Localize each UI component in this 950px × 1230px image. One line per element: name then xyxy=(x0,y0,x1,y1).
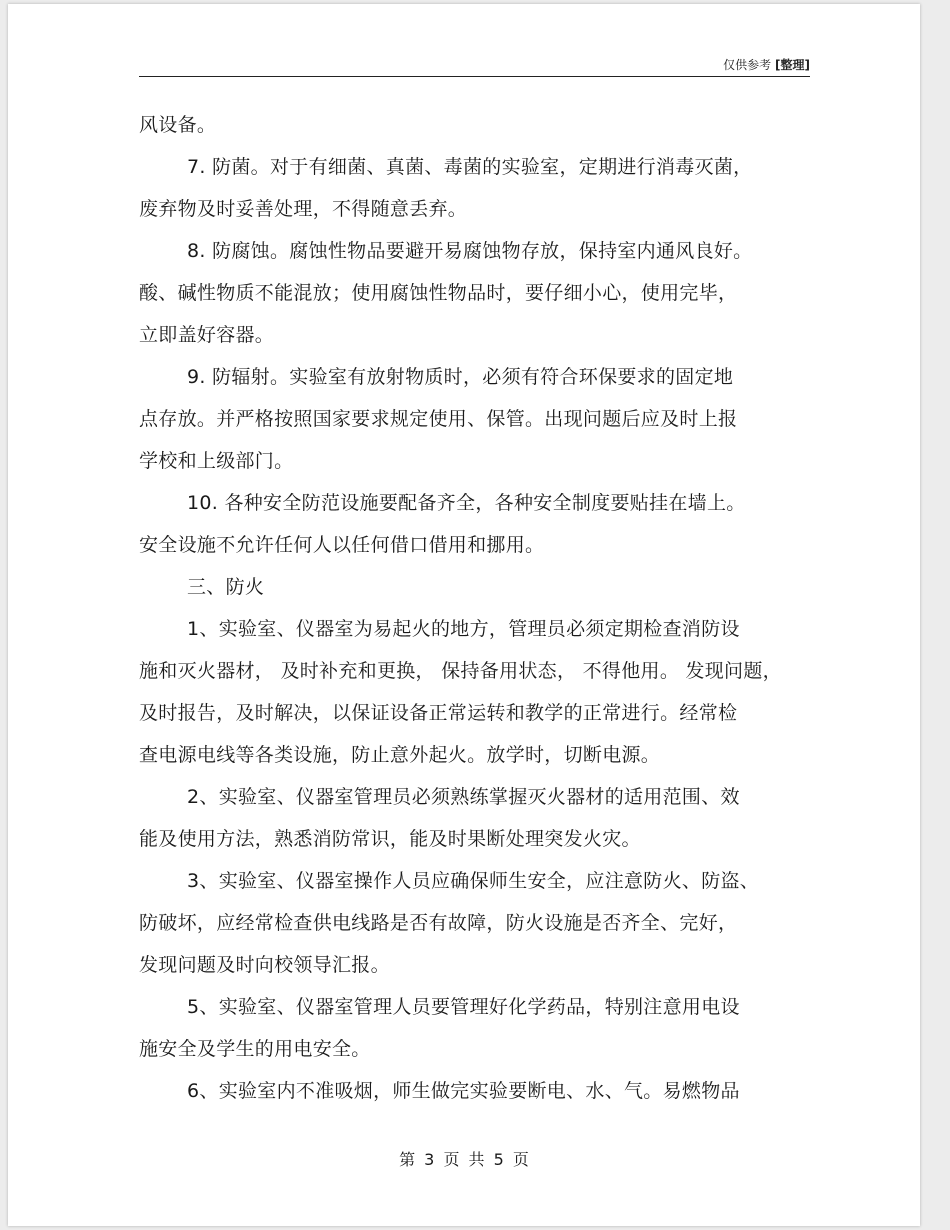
text-line: 8. 防腐蚀。腐蚀性物品要避开易腐蚀物存放，保持室内通风良好。 xyxy=(187,240,753,262)
text-line: 立即盖好容器。 xyxy=(139,324,275,346)
header-bracket-text: [整理] xyxy=(775,58,810,72)
paragraph xyxy=(139,860,819,986)
text-line: 施安全及学生的用电安全。 xyxy=(139,1038,371,1060)
paragraph xyxy=(139,1070,819,1112)
paragraph xyxy=(139,986,819,1070)
text-line: 10. 各种安全防范设施要配备齐全，各种安全制度要贴挂在墙上。 xyxy=(187,492,746,514)
text-line: 防破坏，应经常检查供电线路是否有故障，防火设施是否齐全、完好， xyxy=(139,912,738,934)
text-line: 9. 防辐射。实验室有放射物质时，必须有符合环保要求的固定地 xyxy=(187,366,734,388)
page-header xyxy=(139,56,810,77)
document-body xyxy=(139,104,819,1112)
page-footer: 第 3 页 共 5 页 xyxy=(399,1150,529,1169)
text-line: 点存放。并严格按照国家要求规定使用、保管。出现问题后应及时上报 xyxy=(139,408,738,430)
text-line: 查电源电线等各类设施，防止意外起火。放学时，切断电源。 xyxy=(139,744,661,766)
paragraph xyxy=(139,608,819,776)
document-page xyxy=(8,4,920,1226)
paragraph xyxy=(139,482,819,566)
paragraph xyxy=(139,356,819,482)
text-line: 废弃物及时妥善处理，不得随意丢弃。 xyxy=(139,198,468,220)
text-line: 三、防火 xyxy=(187,576,265,598)
text-line: 风设备。 xyxy=(139,114,217,136)
paragraph xyxy=(139,230,819,356)
text-line: 2、实验室、仪器室管理员必须熟练掌握灭火器材的适用范围、效 xyxy=(187,786,740,808)
text-line: 能及使用方法，熟悉消防常识，能及时果断处理突发火灾。 xyxy=(139,828,641,850)
text-line: 3、实验室、仪器室操作人员应确保师生安全，应注意防火、防盗、 xyxy=(187,870,760,892)
text-line: 7. 防菌。对于有细菌、真菌、毒菌的实验室，定期进行消毒灭菌， xyxy=(187,156,753,178)
text-line: 1、实验室、仪器室为易起火的地方，管理员必须定期检查消防设 xyxy=(187,618,740,640)
text-line: 5、实验室、仪器室管理人员要管理好化学药品，特别注意用电设 xyxy=(187,996,740,1018)
paragraph xyxy=(139,776,819,860)
text-line: 发现问题及时向校领导汇报。 xyxy=(139,954,390,976)
header-label: 仅供参考 xyxy=(723,58,772,72)
text-line: 学校和上级部门。 xyxy=(139,450,294,472)
text-line: 酸、碱性物质不能混放；使用腐蚀性物品时，要仔细小心，使用完毕， xyxy=(139,282,738,304)
text-line: 安全设施不允许任何人以任何借口借用和挪用。 xyxy=(139,534,545,556)
paragraph xyxy=(139,566,819,608)
text-line: 及时报告，及时解决，以保证设备正常运转和教学的正常进行。经常检 xyxy=(139,702,738,724)
text-line: 6、实验室内不准吸烟，师生做完实验要断电、水、气。易燃物品 xyxy=(187,1080,740,1102)
paragraph xyxy=(139,146,819,230)
paragraph xyxy=(139,104,819,146)
text-line: 施和灭火器材， 及时补充和更换， 保持备用状态， 不得他用。 发现问题， xyxy=(139,660,782,682)
